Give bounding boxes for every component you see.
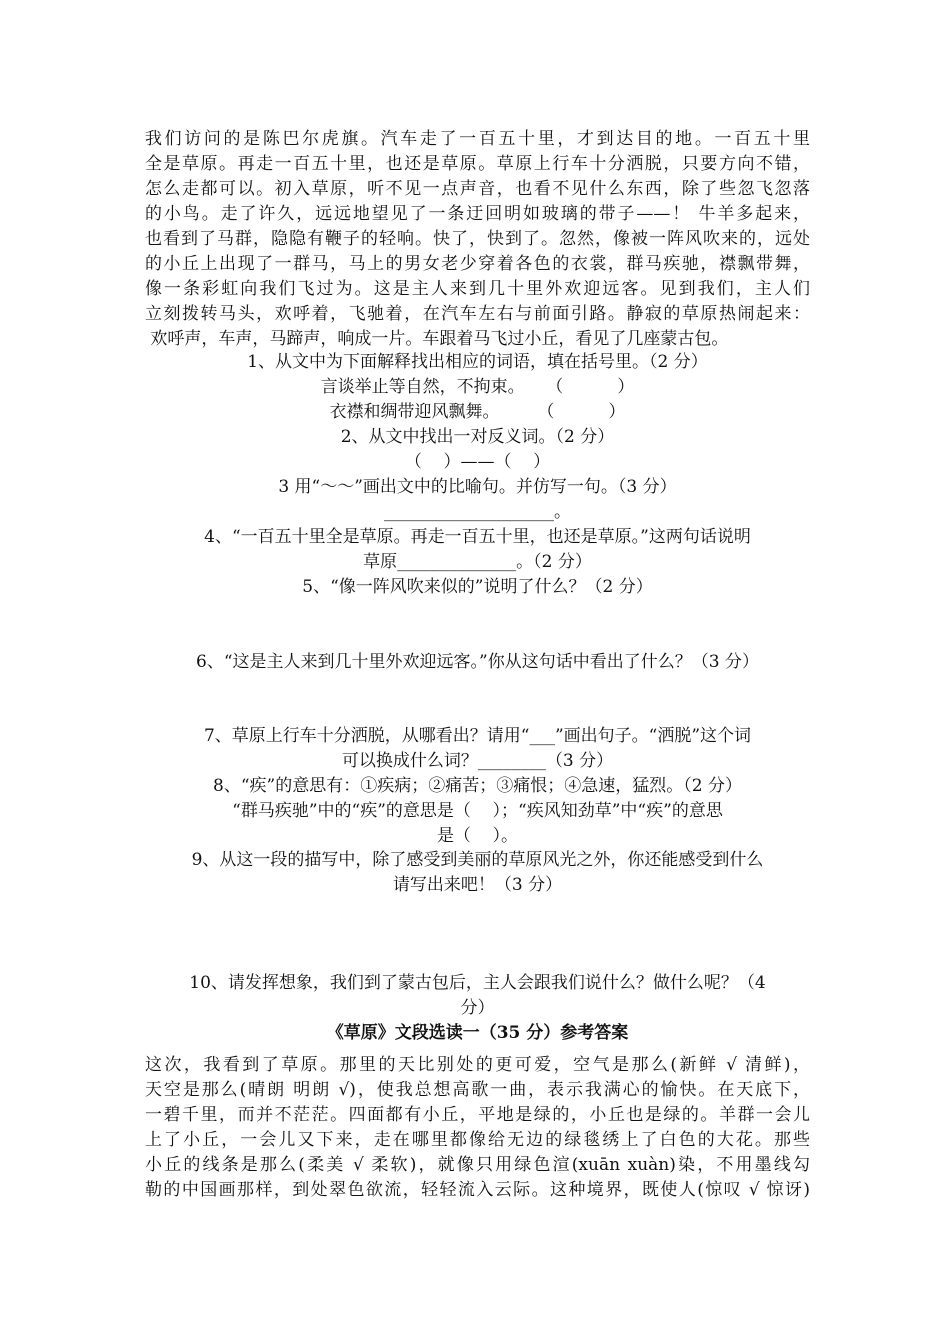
passage-line: 我们访问的是陈巴尔虎旗。汽车走了一百五十里，才到达目的地。一百五十里: [145, 129, 810, 149]
answer-passage: [145, 1053, 810, 1203]
question-10-line-2: 分）: [460, 998, 495, 1018]
passage-line: 像一条彩虹向我们飞过为。这是主人来到几十里外欢迎远客。见到我们，主人们: [145, 279, 810, 299]
question-5: 5、“像一阵风吹来似的”说明了什么？（2 分）: [302, 577, 653, 597]
answer-line: 这次，我看到了草原。那里的天比别处的更可爱，空气是那么(新鲜 √ 清鲜)，: [145, 1055, 810, 1075]
answer-line: 一碧千里，而并不茫茫。四面都有小丘，平地是绿的，小丘也是绿的。羊群一会儿: [145, 1105, 810, 1125]
passage-line: 的小丘上出现了一群马，马上的男女老少穿着各色的衣裳，群马疾驰，襟飘带舞，: [145, 254, 810, 274]
question-10-line-1: 10、请发挥想象，我们到了蒙古包后，主人会跟我们说什么？做什么呢？（4: [189, 973, 766, 993]
answer-line: 小丘的线条是那么(柔美 √ 柔软)，就像只用绿色渲(xuān xuàn)染，不用墨线勾: [145, 1155, 810, 1175]
question-7-line-1: 7、草原上行车十分洒脱，从哪看出？请用“___”画出句子。“洒脱”这个词: [203, 726, 752, 746]
question-1-item-a: 言谈举止等自然，不拘束。 （ ）: [320, 377, 635, 397]
passage-line: 欢呼声，车声，马蹄声，响成一片。车跟着马飞过小丘，看见了几座蒙古包。: [145, 329, 729, 349]
reading-passage: [145, 127, 810, 352]
passage-line: 也看到了马群，隐隐有鞭子的轻响。快了，快到了。忽然，像被一阵风吹来的，远处: [145, 229, 810, 249]
question-2-blank: （ ）——（ ）: [404, 452, 551, 472]
question-4-line-1: 4、“一百五十里全是草原。再走一百五十里，也还是草原。”这两句话说明: [204, 527, 751, 547]
question-7-line-2: 可以换成什么词？________（3 分）: [341, 751, 614, 771]
question-8-line-3: 是（ ）。: [436, 826, 519, 846]
question-9-line-1: 9、从这一段的描写中，除了感受到美丽的草原风光之外，你还能感受到什么: [191, 850, 764, 870]
question-8-line-1: 8、“疾”的意思有：①疾病；②痛苦；③痛恨；④急速，猛烈。（2 分）: [213, 776, 742, 796]
question-4-line-2: 草原______________。（2 分）: [363, 552, 592, 572]
question-9-line-2: 请写出来吧！（3 分）: [392, 875, 563, 895]
answer-line: 上了小丘，一会儿又下来，走在哪里都像给无边的绿毯绣上了白色的大花。那些: [145, 1130, 810, 1150]
question-8-line-2: “群马疾驰”中的“疾”的意思是（ ）；“疾风知劲草”中“疾”的意思: [232, 801, 723, 821]
question-1: 1、从文中为下面解释找出相应的词语，填在括号里。（2 分）: [247, 352, 708, 372]
answer-line: 勒的中国画那样，到处翠色欲流，轻轻流入云际。这种境界，既使人(惊叹 √ 惊讶): [145, 1180, 810, 1200]
question-3-blank: ____________________。: [384, 502, 571, 522]
answer-line: 天空是那么(晴朗 明朗 √)，使我总想高歌一曲，表示我满心的愉快。在天底下，: [145, 1080, 810, 1100]
passage-line: 怎么走都可以。初入草原，听不见一点声音，也看不见什么东西，除了些忽飞忽落: [145, 179, 810, 199]
passage-line: 立刻拨转马头，欢呼着，飞驰着，在汽车左右与前面引路。静寂的草原热闹起来：: [145, 304, 810, 324]
question-1-item-b: 衣襟和绸带迎风飘舞。 （ ）: [329, 402, 626, 422]
question-2: 2、从文中找出一对反义词。（2 分）: [340, 427, 615, 447]
passage-line: 的小鸟。走了许久，远远地望见了一条迂回明如玻璃的带子——！ 牛羊多起来，: [145, 204, 810, 224]
question-6: 6、“这是主人来到几十里外欢迎远客。”你从这句话中看出了什么？（3 分）: [196, 652, 759, 672]
passage-line: 全是草原。再走一百五十里，也还是草原。草原上行车十分洒脱，只要方向不错，: [145, 154, 810, 174]
answer-key-title: 《草原》文段选读一（35 分）参考答案: [326, 1023, 629, 1043]
question-3: 3 用“～～”画出文中的比喻句。并仿写一句。（3 分）: [278, 477, 677, 497]
